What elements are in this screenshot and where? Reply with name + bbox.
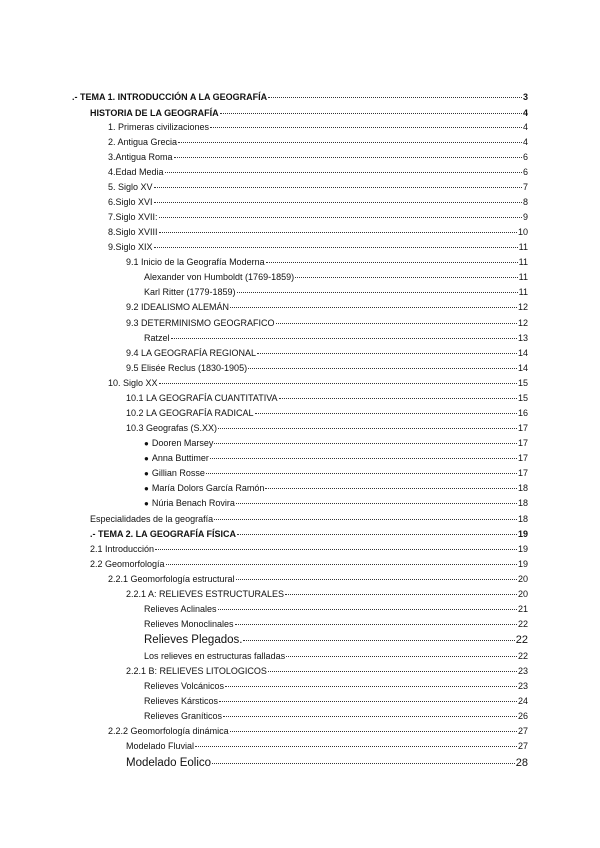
bullet-icon: ● [144, 454, 149, 463]
dot-leader [243, 640, 514, 641]
dot-leader [220, 113, 522, 114]
toc-entry[interactable] [144, 651, 528, 662]
toc-entry-title [108, 574, 235, 585]
toc-entry-title [126, 408, 254, 419]
toc-entry-text: Gillian Rosse [151, 468, 205, 478]
toc-entry[interactable] [108, 242, 528, 253]
toc-page-number: 22 [517, 619, 528, 629]
dot-leader [286, 656, 517, 657]
toc-entry-title [144, 438, 213, 449]
toc-page-number: 3 [522, 92, 528, 102]
toc-entry-text: Modelado Eolico [126, 757, 212, 769]
toc-entry-title [90, 544, 154, 555]
dot-leader [174, 157, 522, 158]
toc-page-number: 23 [517, 681, 528, 691]
dot-leader [206, 473, 517, 474]
toc-entry-text: 9.4 LA GEOGRAFÍA REGIONAL [126, 348, 257, 358]
toc-entry-title [144, 287, 236, 298]
dot-leader [214, 443, 517, 444]
toc-entry-text: 2.2.1 A: RELIEVES ESTRUCTURALES [126, 589, 285, 599]
dot-leader [212, 763, 515, 764]
dot-leader [155, 549, 517, 550]
toc-entry-text: 2.2.1 Geomorfología estructural [108, 574, 235, 584]
toc-entry[interactable] [108, 197, 528, 208]
toc-entry-text: Relieves Aclinales [144, 604, 217, 614]
dot-leader [171, 338, 517, 339]
toc-entry[interactable] [108, 227, 528, 238]
toc-entry-text: .- TEMA 1. INTRODUCCIÓN A LA GEOGRAFÍA [72, 92, 268, 102]
dot-leader [166, 564, 517, 565]
toc-entry-title [144, 651, 285, 662]
dot-leader [230, 307, 517, 308]
dot-leader [178, 142, 522, 143]
toc-entry-title [144, 468, 205, 479]
toc-page-number: 17 [517, 438, 528, 448]
toc-page-number: 15 [517, 378, 528, 388]
toc-page-number: 22 [515, 634, 528, 646]
toc-entry-title [144, 453, 209, 464]
toc-entry-text: 9.Siglo XIX [108, 242, 153, 252]
toc-entry-text: 9.5 Elisée Reclus (1830-1905) [126, 363, 248, 373]
toc-entry[interactable] [144, 498, 528, 509]
toc-entry-text: Relieves Kársticos [144, 696, 219, 706]
toc-entry[interactable] [144, 634, 528, 647]
toc-entry-text: Dooren Marsey [151, 438, 214, 448]
toc-entry[interactable] [144, 468, 528, 479]
toc-entry[interactable] [90, 529, 528, 540]
toc-entry[interactable] [90, 108, 528, 119]
toc-page-number: 19 [517, 559, 528, 569]
toc-entry-title [144, 634, 242, 647]
toc-entry[interactable] [126, 757, 528, 770]
toc-entry[interactable] [108, 212, 528, 223]
toc-entry-text: 2.1 Introducción [90, 544, 155, 554]
toc-entry-text: María Dolors García Ramón [151, 483, 265, 493]
toc-entry[interactable] [126, 363, 528, 374]
toc-entry-text: 1. Primeras civilizaciones [108, 122, 210, 132]
toc-entry-text: Karl Ritter (1779-1859) [144, 287, 236, 297]
toc-entry-title [126, 757, 211, 770]
toc-entry-title [108, 242, 153, 253]
toc-entry[interactable] [126, 302, 528, 313]
dot-leader [154, 187, 522, 188]
toc-entry[interactable] [144, 287, 528, 298]
toc-entry-title [144, 483, 264, 494]
toc-page-number: 9 [522, 212, 528, 222]
toc-entry[interactable] [108, 574, 528, 585]
dot-leader [266, 262, 518, 263]
toc-entry-title [108, 212, 158, 223]
dot-leader [210, 127, 522, 128]
toc-entry[interactable] [126, 423, 528, 434]
toc-entry[interactable] [144, 453, 528, 464]
toc-page-number: 23 [517, 666, 528, 676]
toc-entry-text: 2.2 Geomorfología [90, 559, 165, 569]
toc-entry-text: 10.2 LA GEOGRAFÍA RADICAL [126, 408, 254, 418]
toc-page-number: 12 [517, 318, 528, 328]
toc-page-number: 4 [522, 108, 528, 118]
toc-page-number: 11 [518, 287, 528, 297]
toc-entry[interactable] [144, 483, 528, 494]
toc-entry-text: 10.3 Geografas (S.XX) [126, 423, 218, 433]
toc-entry-text: 2. Antigua Grecia [108, 137, 178, 147]
toc-page-number: 21 [517, 604, 528, 614]
toc-page-number: 17 [517, 423, 528, 433]
toc-entry-text: HISTORIA DE LA GEOGRAFÍA [90, 108, 219, 118]
toc-entry-text: 6.Siglo XVI [108, 197, 153, 207]
toc-entry-title [126, 348, 256, 359]
toc-entry[interactable] [126, 408, 528, 419]
dot-leader [154, 247, 518, 248]
toc-entry-title [108, 137, 177, 148]
toc-entry-title [126, 302, 229, 313]
toc-entry-text: Relieves Plegados. [144, 634, 243, 646]
toc-entry-text: 10.1 LA GEOGRAFÍA CUANTITATIVA [126, 393, 278, 403]
toc-entry-text: Los relieves en estructuras falladas [144, 651, 286, 661]
toc-entry-title [90, 514, 213, 525]
toc-entry-title [126, 423, 217, 434]
dot-leader [154, 202, 522, 203]
dot-leader [265, 488, 517, 489]
toc-entry[interactable] [144, 681, 528, 692]
toc-entry-title [90, 559, 165, 570]
toc-entry-title [126, 257, 265, 268]
toc-entry-text: .- TEMA 2. LA GEOGRAFÍA FÍSICA [90, 529, 236, 539]
toc-entry-text: 8.Siglo XVIII [108, 227, 158, 237]
toc-entry-title [126, 589, 284, 600]
toc-entry-text: 9.1 Inicio de la Geografía Moderna [126, 257, 265, 267]
toc-entry-title [144, 333, 170, 344]
toc-page-number: 14 [517, 348, 528, 358]
dot-leader [295, 277, 518, 278]
toc-entry-title [144, 696, 218, 707]
toc-entry[interactable] [72, 92, 528, 103]
toc-entry-text: 10. Siglo XX [108, 378, 158, 388]
toc-entry-text: Relieves Volcánicos [144, 681, 225, 691]
toc-entry-text: Relieves Monoclinales [144, 619, 234, 629]
dot-leader [230, 731, 517, 732]
toc-entry[interactable] [108, 726, 528, 737]
toc-entry[interactable] [108, 182, 528, 193]
toc-entry-text: 2.2.2 Geomorfología dinámica [108, 726, 229, 736]
toc-page-number: 10 [517, 227, 528, 237]
toc-page-number: 19 [517, 529, 528, 539]
bullet-icon: ● [144, 484, 149, 493]
dot-leader [268, 671, 517, 672]
toc-entry-title [144, 604, 217, 615]
toc-entry-text: 9.2 IDEALISMO ALEMÁN [126, 302, 230, 312]
toc-entry[interactable] [108, 152, 528, 163]
toc-entry-title [126, 318, 275, 329]
dot-leader [218, 428, 517, 429]
toc-page-number: 18 [517, 514, 528, 524]
toc-entry-title [108, 167, 164, 178]
toc-page-number: 13 [517, 333, 528, 343]
toc-entry-title [90, 108, 219, 119]
dot-leader [237, 292, 518, 293]
toc-entry-title [144, 619, 234, 630]
toc-entry[interactable] [144, 604, 528, 615]
dot-leader [225, 686, 517, 687]
dot-leader [268, 97, 522, 98]
bullet-icon: ● [144, 499, 149, 508]
toc-entry-text: Anna Buttimer [151, 453, 209, 463]
toc-entry-text: Alexander von Humboldt (1769-1859) [144, 272, 295, 282]
toc-entry[interactable] [144, 333, 528, 344]
toc-page-number: 11 [518, 272, 528, 282]
toc-entry-title [144, 498, 235, 509]
toc-page-number: 12 [517, 302, 528, 312]
toc-entry[interactable] [126, 257, 528, 268]
toc-entry[interactable] [144, 438, 528, 449]
toc-page-number: 27 [517, 741, 528, 751]
toc-page-number: 18 [517, 483, 528, 493]
toc-entry[interactable] [108, 122, 528, 133]
dot-leader [159, 383, 517, 384]
toc-entry[interactable] [144, 696, 528, 707]
toc-entry[interactable] [108, 167, 528, 178]
toc-page-number: 16 [517, 408, 528, 418]
toc-page-number: 22 [517, 651, 528, 661]
toc-page-number: 6 [522, 167, 528, 177]
dot-leader [210, 458, 517, 459]
toc-page-number: 28 [515, 757, 528, 769]
dot-leader [235, 624, 517, 625]
toc-page-number: 4 [522, 137, 528, 147]
toc-page-number: 11 [518, 242, 528, 252]
toc-entry[interactable] [144, 711, 528, 722]
bullet-icon: ● [144, 439, 149, 448]
toc-page-number: 4 [522, 122, 528, 132]
toc-entry-title [144, 272, 294, 283]
toc-entry-title [108, 122, 209, 133]
toc-entry-text: 2.2.1 B: RELIEVES LITOLOGICOS [126, 666, 267, 676]
toc-entry-text: 4.Edad Media [108, 167, 164, 177]
dot-leader [214, 519, 517, 520]
dot-leader [223, 716, 517, 717]
toc-entry-title [126, 666, 267, 677]
dot-leader [218, 609, 517, 610]
toc-page-number: 17 [517, 468, 528, 478]
toc-entry-title [72, 92, 267, 103]
toc-entry-text: Modelado Fluvial [126, 741, 195, 751]
toc-entry[interactable] [144, 272, 528, 283]
toc-entry-title [108, 152, 173, 163]
dot-leader [257, 353, 517, 354]
toc-entry-title [126, 741, 194, 752]
toc-page-number: 17 [517, 453, 528, 463]
dot-leader [279, 398, 517, 399]
toc-page-number: 7 [522, 182, 528, 192]
toc-entry[interactable] [108, 137, 528, 148]
toc-entry-text: 3.Antigua Roma [108, 152, 173, 162]
toc-entry-title [108, 197, 153, 208]
toc-entry[interactable] [90, 559, 528, 570]
toc-page-number: 6 [522, 152, 528, 162]
dot-leader [285, 594, 517, 595]
toc-page-number: 14 [517, 363, 528, 373]
toc-entry-text: Relieves Graníticos [144, 711, 223, 721]
toc-page-number: 27 [517, 726, 528, 736]
toc-entry-text: 9.3 DETERMINISMO GEOGRAFICO [126, 318, 275, 328]
dot-leader [276, 323, 517, 324]
toc-entry-title [144, 681, 224, 692]
toc-entry[interactable] [126, 666, 528, 677]
toc-entry-title [108, 182, 153, 193]
toc-entry[interactable] [126, 348, 528, 359]
toc-entry-text: 5. Siglo XV [108, 182, 153, 192]
toc-entry[interactable] [90, 544, 528, 555]
toc-entry[interactable] [108, 378, 528, 389]
toc-entry[interactable] [126, 318, 528, 329]
toc-entry-title [108, 726, 229, 737]
toc-page-number: 18 [517, 498, 528, 508]
toc-entry[interactable] [126, 393, 528, 404]
toc-entry[interactable] [144, 619, 528, 630]
toc-entry-title [108, 227, 158, 238]
toc-entry-text: Núria Benach Rovira [151, 498, 235, 508]
toc-page-number: 11 [518, 257, 528, 267]
toc-page-number: 15 [517, 393, 528, 403]
dot-leader [159, 217, 522, 218]
toc-entry-text: 7.Siglo XVII: [108, 212, 158, 222]
dot-leader [248, 368, 517, 369]
toc-entry[interactable] [126, 741, 528, 752]
toc-entry-title [90, 529, 236, 540]
toc-entry[interactable] [90, 514, 528, 525]
toc-page-number: 20 [517, 589, 528, 599]
toc-entry-text: Ratzel [144, 333, 170, 343]
toc-entry-title [126, 363, 247, 374]
toc-page-number: 26 [517, 711, 528, 721]
toc-entry-title [144, 711, 222, 722]
toc-entry-title [108, 378, 158, 389]
toc-page-number: 8 [522, 197, 528, 207]
dot-leader [237, 534, 517, 535]
toc-page-number: 24 [517, 696, 528, 706]
dot-leader [236, 579, 517, 580]
toc-entry[interactable] [126, 589, 528, 600]
bullet-icon: ● [144, 469, 149, 478]
dot-leader [236, 503, 517, 504]
dot-leader [165, 172, 522, 173]
toc-page-number: 19 [517, 544, 528, 554]
toc-entry-text: Especialidades de la geografía [90, 514, 214, 524]
toc-page-number: 20 [517, 574, 528, 584]
dot-leader [255, 413, 517, 414]
dot-leader [159, 232, 517, 233]
dot-leader [219, 701, 517, 702]
dot-leader [195, 746, 517, 747]
toc-entry-title [126, 393, 278, 404]
